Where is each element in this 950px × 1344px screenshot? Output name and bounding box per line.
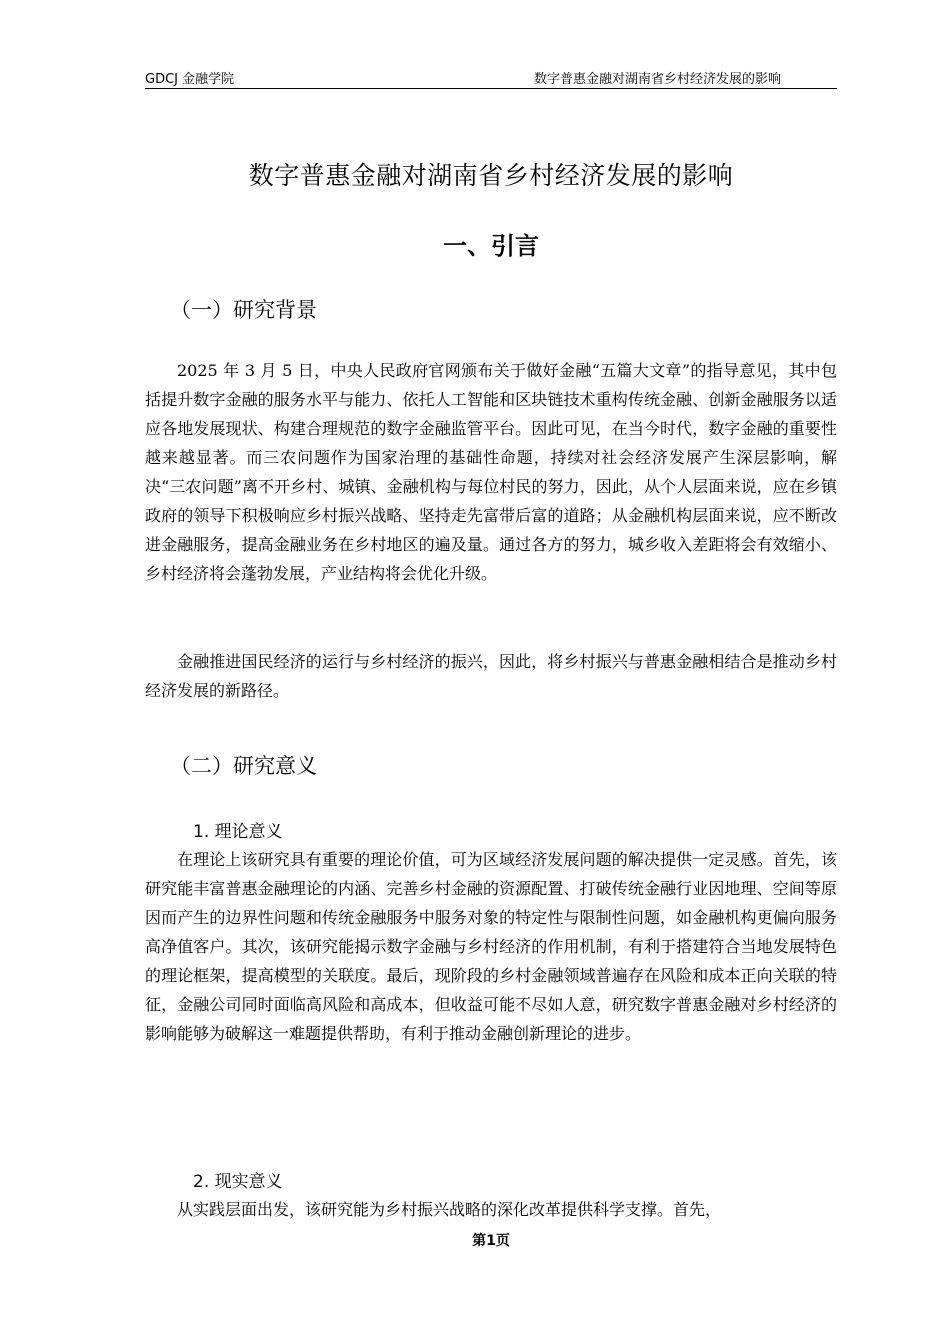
section-heading-introduction: 一、引言 [443,232,539,260]
subheading-practical-significance: 2. 现实意义 [193,1172,283,1192]
subheading-research-background: （一）研究背景 [170,298,317,322]
subheading-theoretical-significance: 1. 理论意义 [193,822,283,842]
paragraph-practical-significance: 从实践层面出发，该研究能为乡村振兴战略的深化改革提供科学支撑。首先， [177,1200,722,1219]
paragraph-background-2: 金融推进国民经济的运行与乡村经济的振兴，因此，将乡村振兴与普惠金融相结合是推动乡村经济发展的新路径。 [145,652,837,700]
paragraph-theoretical-significance: 在理论上该研究具有重要的理论价值，可为区域经济发展问题的解决提供一定灵感。首先，该研究能丰富普惠金融理论的内涵、完善乡村金融的资源配置、打破传统金融行业因地理、空间等原因而产生的边界性问题和传统金融服务中服务对象的特定性与限制性问题，如金融机构更偏向服务高净值客户。其次，该研究能揭示数字金融与乡村经济的作用机制，有利于搭建符合当地发展特色的理论框架，提高模型的关联度。最后，现阶段的乡村金融领域普遍存在风险和成本正向关联的特征，金融公司同时面临高风险和高成本，但收益可能不尽如人意，研究数字普惠金融对乡村经济的影响能够为破解这一难题提供帮助，有利于推动金融创新理论的进步。 [145,850,837,1043]
subheading-research-significance: （二）研究意义 [170,754,317,778]
document-title: 数字普惠金融对湖南省乡村经济发展的影响 [248,161,734,190]
header-left-text: GDCJ 金融学院 [145,72,235,87]
page-header [145,66,837,89]
paragraph-background-1: 2025 年 3 月 5 日，中央人民政府官网颁布关于做好金融“五篇大文章”的指导意见，其中包括提升数字金融的服务水平与能力、依托人工智能和区块链技术重构传统金融、创新金融服务以适应各地发展现状、构建合理规范的数字金融监管平台。因此可见，在当今时代，数字金融的重要性越来越显著。而三农问题作为国家治理的基础性命题，持续对社会经济发展产生深层影响，解决“三农问题”离不开乡村、城镇、金融机构与每位村民的努力，因此，从个人层面来说，应在乡镇政府的领导下积极响应乡村振兴战略、坚持走先富带后富的道路；从金融机构层面来说，应不断改进金融服务，提高金融业务在乡村地区的遍及量。通过各方的努力，城乡收入差距将会有效缩小、乡村经济将会蓬勃发展，产业结构将会优化升级。 [145,361,837,583]
page-number: 第1页 [472,1233,510,1249]
header-right-text: 数字普惠金融对湖南省乡村经济发展的影响 [533,72,781,87]
